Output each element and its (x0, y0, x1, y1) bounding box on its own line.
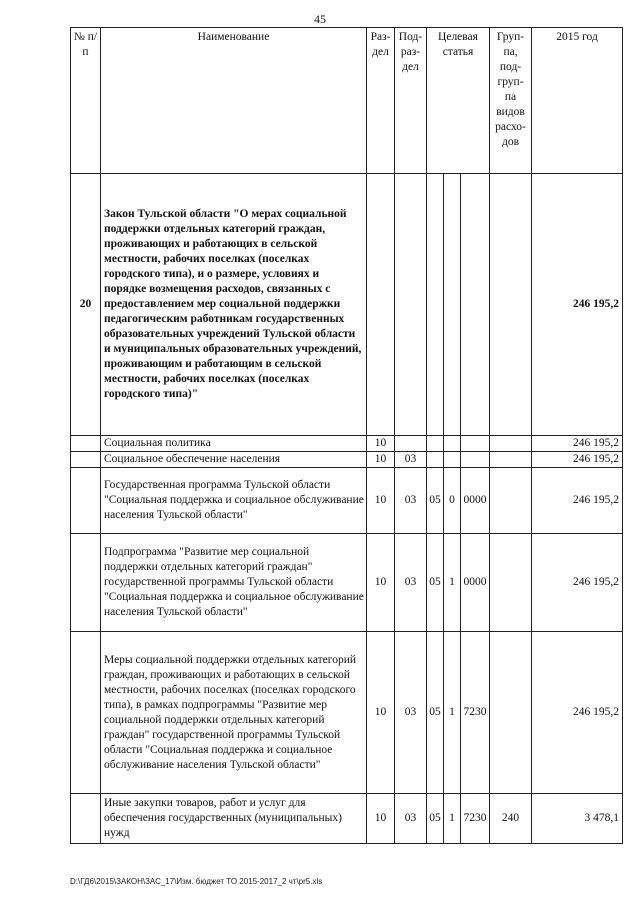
cell-podrazdel: 03 (395, 468, 427, 534)
cell-cs3: 7230 (461, 794, 490, 844)
header-name: Наименование (101, 28, 367, 174)
header-num: № п/п (71, 28, 101, 174)
table-header-row (71, 28, 623, 174)
table-row (71, 468, 623, 534)
cell-podrazdel: 03 (395, 632, 427, 794)
cell-razdel (367, 174, 395, 436)
cell-cs2 (444, 174, 461, 436)
cell-sum: 246 195,2 (532, 452, 623, 468)
cell-num (71, 794, 101, 844)
table-row (71, 452, 623, 468)
budget-table (70, 27, 623, 844)
cell-num (71, 452, 101, 468)
cell-cs2: 1 (444, 534, 461, 632)
cell-name: Подпрограмма "Развитие мер социальной поддержки отдельных категорий граждан" государственной программы Тульской области "Социальная поддержка и социальное обслуживание населения Тульской области" (101, 534, 367, 632)
cell-cs1 (427, 174, 444, 436)
cell-name: Социальная политика (101, 436, 367, 452)
cell-cs3 (461, 452, 490, 468)
table-row (71, 436, 623, 452)
cell-num (71, 534, 101, 632)
header-celevaya-statya: Целевая статья (427, 28, 490, 174)
cell-podrazdel: 03 (395, 794, 427, 844)
page-number: 45 (314, 12, 326, 26)
cell-podrazdel: 03 (395, 452, 427, 468)
cell-cs2 (444, 436, 461, 452)
cell-gruppa (490, 452, 532, 468)
cell-razdel: 10 (367, 468, 395, 534)
cell-razdel: 10 (367, 452, 395, 468)
cell-cs1 (427, 436, 444, 452)
header-gruppa: Груп-па, под-груп-па видов расхо-дов (490, 28, 532, 174)
cell-podrazdel (395, 174, 427, 436)
cell-cs1: 05 (427, 794, 444, 844)
cell-cs3: 0000 (461, 468, 490, 534)
cell-num (71, 436, 101, 452)
cell-cs2: 1 (444, 632, 461, 794)
table-row (71, 794, 623, 844)
cell-name: Иные закупки товаров, работ и услуг для обеспечения государственных (муниципальных) нужд (101, 794, 367, 844)
cell-cs2: 0 (444, 468, 461, 534)
cell-gruppa (490, 436, 532, 452)
cell-name: Государственная программа Тульской области "Социальная поддержка и социальное обслуживание населения Тульской области" (101, 468, 367, 534)
cell-razdel: 10 (367, 794, 395, 844)
cell-sum: 3 478,1 (532, 794, 623, 844)
cell-gruppa (490, 632, 532, 794)
cell-sum: 246 195,2 (532, 534, 623, 632)
cell-num (71, 632, 101, 794)
cell-sum: 246 195,2 (532, 174, 623, 436)
cell-cs2: 1 (444, 794, 461, 844)
cell-cs1 (427, 452, 444, 468)
cell-cs3 (461, 174, 490, 436)
cell-podrazdel (395, 436, 427, 452)
file-path-footer: D:\ГД6\2015\ЗАКОН\ЗАС_17\Изм. бюджет ТО 2015-2017_2 чт\pr5.xls (70, 877, 323, 886)
cell-cs3: 0000 (461, 534, 490, 632)
cell-razdel: 10 (367, 436, 395, 452)
header-razdel: Раз-дел (367, 28, 395, 174)
cell-gruppa (490, 534, 532, 632)
cell-cs2 (444, 452, 461, 468)
cell-name: Закон Тульской области "О мерах социальной поддержки отдельных категорий граждан, проживающих и работающих в сельской местности, рабочих поселках (поселках городского типа), и о размере, условиях и порядке возмещения расходов, связанных с предоставлением мер социальной поддержки педагогическим работникам государственных образовательных учреждений Тульской области и муниципальных образовательных учреждений, проживающим и работающим в сельской местности, рабочих поселках (поселках городского типа)" (101, 174, 367, 436)
cell-name: Социальное обеспечение населения (101, 452, 367, 468)
table-row (71, 534, 623, 632)
cell-gruppa (490, 174, 532, 436)
cell-gruppa: 240 (490, 794, 532, 844)
cell-sum: 246 195,2 (532, 468, 623, 534)
cell-podrazdel: 03 (395, 534, 427, 632)
header-year: 2015 год (532, 28, 623, 174)
table-row (71, 174, 623, 436)
cell-cs1: 05 (427, 632, 444, 794)
table-row (71, 632, 623, 794)
cell-cs1: 05 (427, 468, 444, 534)
cell-cs3: 7230 (461, 632, 490, 794)
cell-cs1: 05 (427, 534, 444, 632)
cell-razdel: 10 (367, 534, 395, 632)
header-podrazdel: Под-раз-дел (395, 28, 427, 174)
cell-sum: 246 195,2 (532, 632, 623, 794)
cell-sum: 246 195,2 (532, 436, 623, 452)
cell-name: Меры социальной поддержки отдельных категорий граждан, проживающих и работающих в сельской местности, рабочих поселках (поселках городского типа), в рамках подпрограммы "Развитие мер социальной поддержки отдельных категорий граждан" государственной программы Тульской области "Социальная поддержка и социальное обслуживание населения Тульской области" (101, 632, 367, 794)
cell-gruppa (490, 468, 532, 534)
cell-cs3 (461, 436, 490, 452)
cell-num (71, 468, 101, 534)
cell-num: 20 (71, 174, 101, 436)
cell-razdel: 10 (367, 632, 395, 794)
